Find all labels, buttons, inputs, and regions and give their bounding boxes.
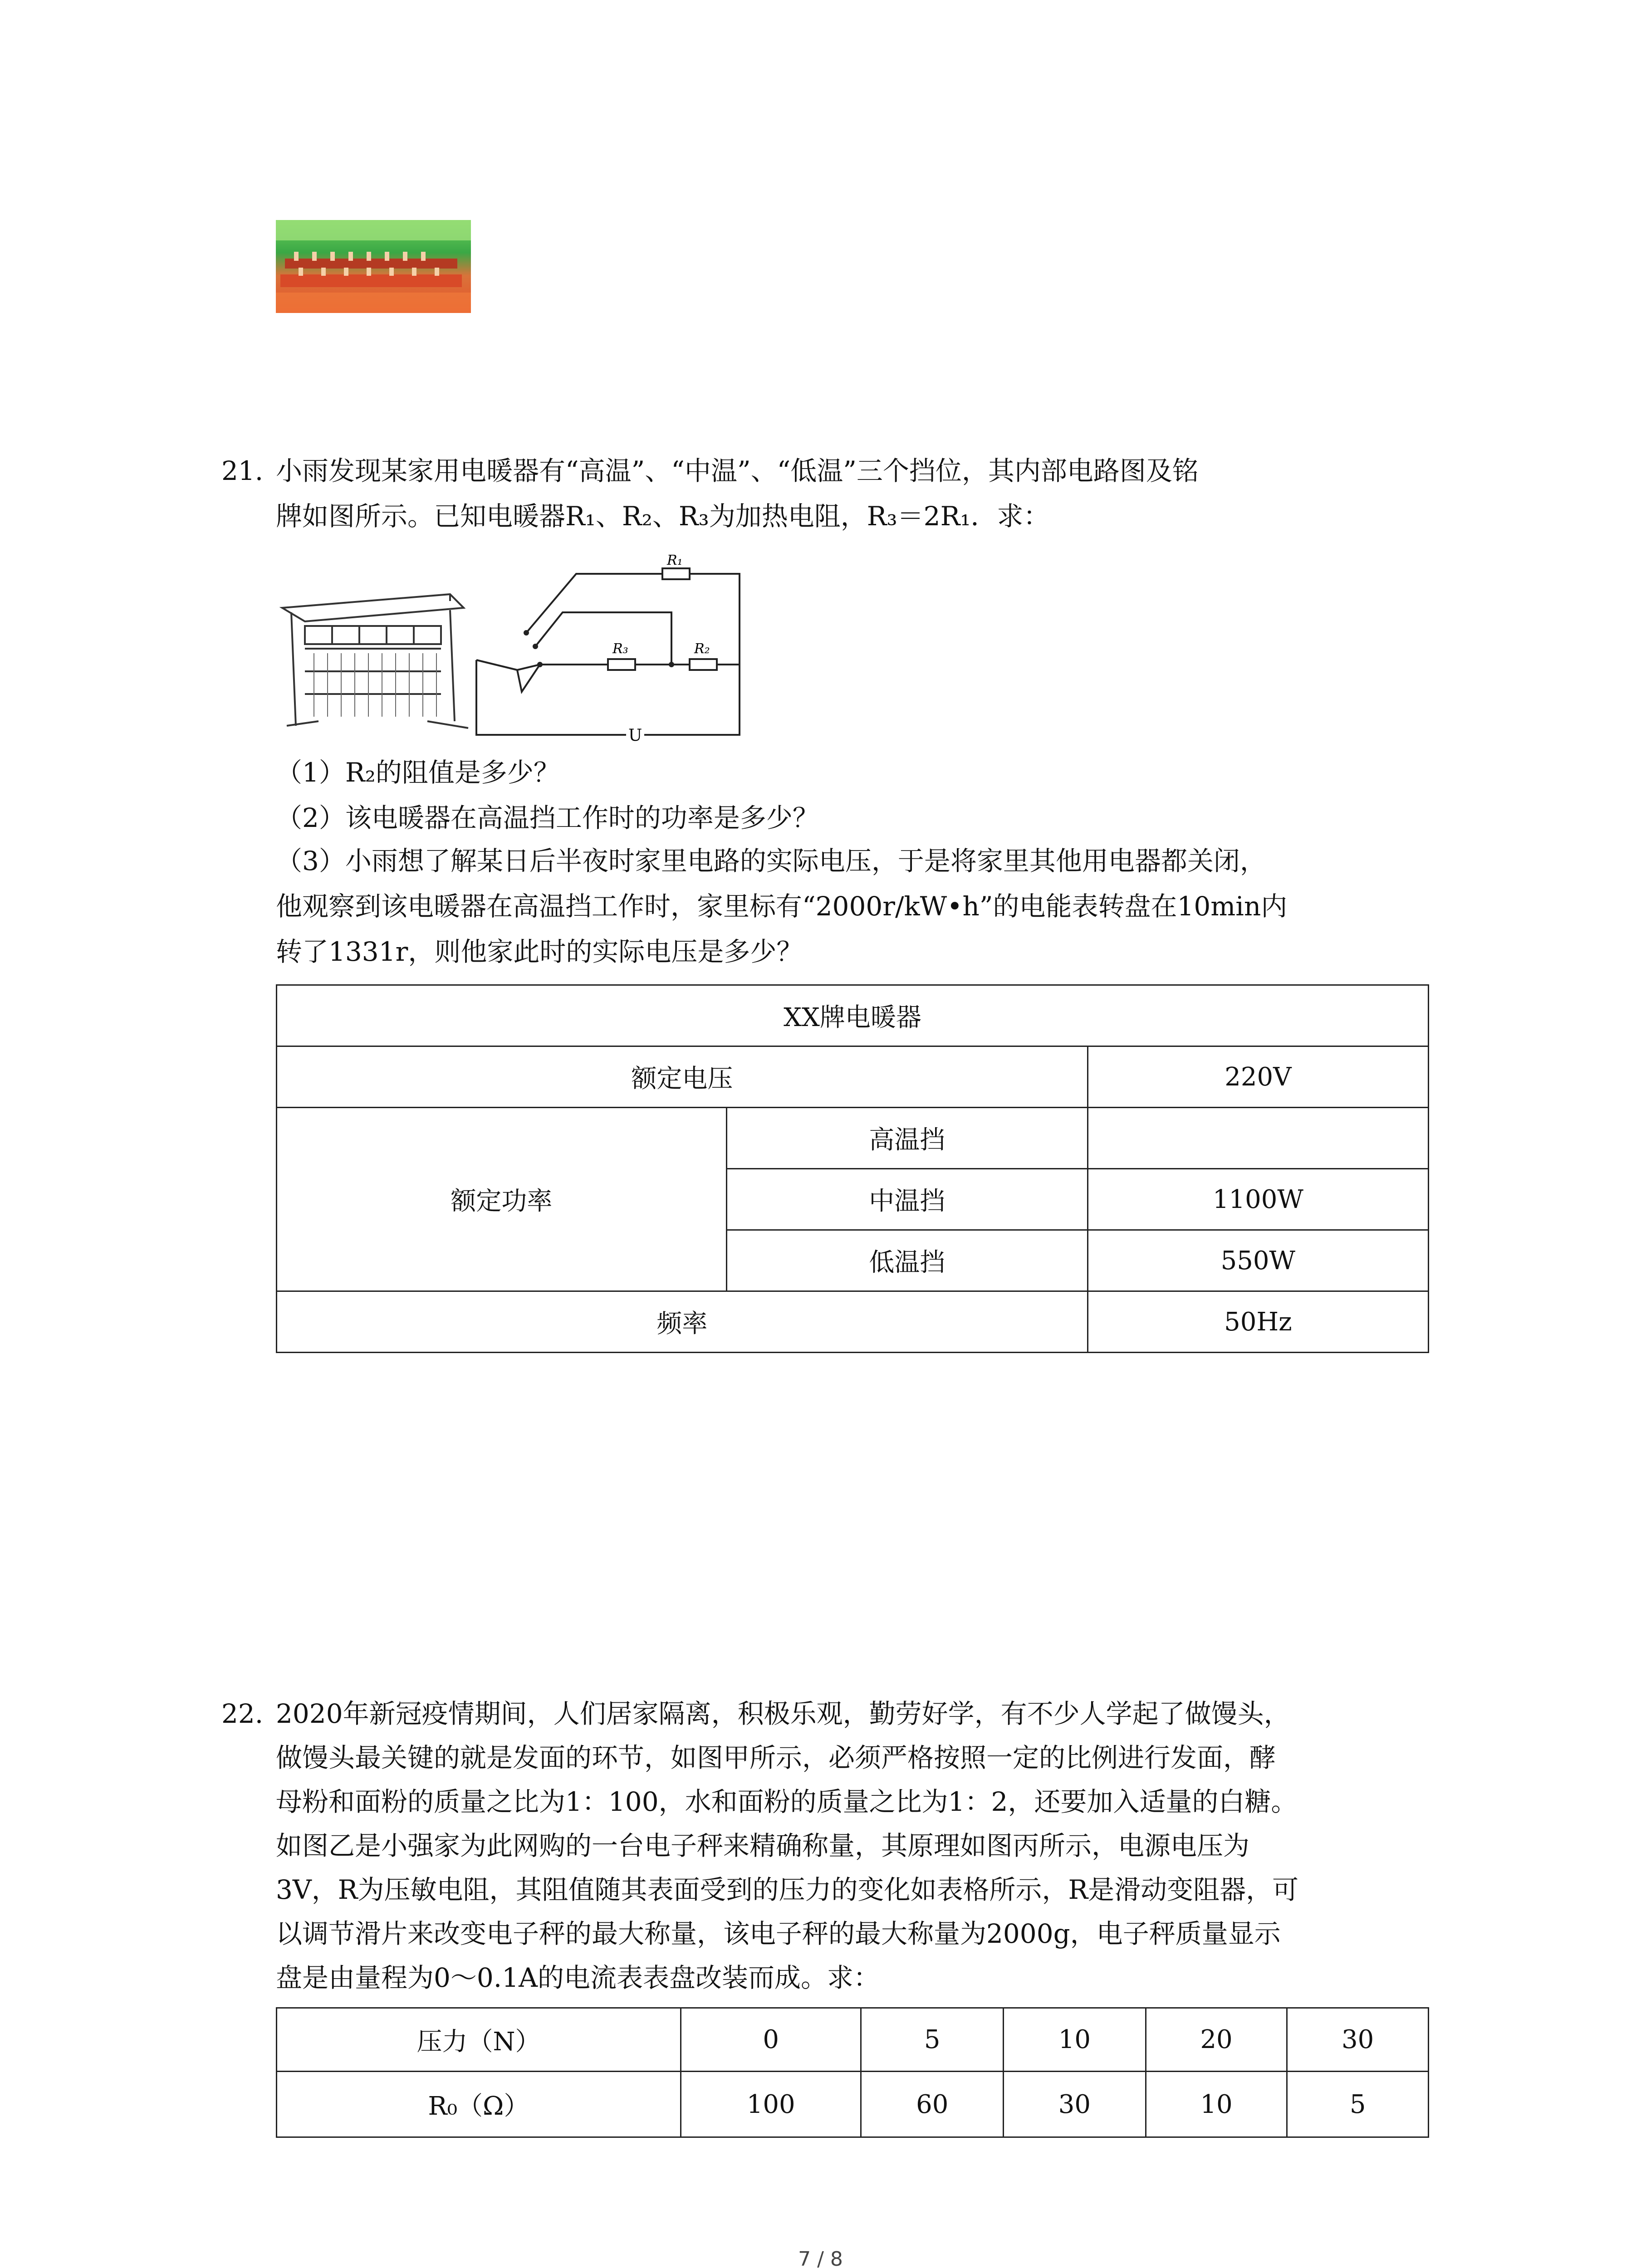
pressure-value: 10 [1004,2008,1146,2072]
high-gear-label: 高温挡 [726,1108,1087,1169]
resistance-value: 60 [861,2072,1004,2137]
heater-nameplate-table [276,984,1429,1353]
q22-line-5: 3V，R为压敏电阻，其阻值随其表面受到的压力的变化如表格所示，R是滑动变阻器，可 [276,1874,1299,1905]
page-number: 7 / 8 [798,2248,843,2268]
pressure-value: 30 [1287,2008,1429,2072]
q22-line-1: 2020年新冠疫情期间，人们居家隔离，积极乐观，勤劳好学，有不少人学起了做馒头， [276,1698,1290,1729]
resistance-value: 100 [681,2072,861,2137]
pressure-value: 0 [681,2008,861,2072]
q22-line-7: 盘是由量程为0～0.1A的电流表表盘改装而成。求： [276,1962,880,1993]
high-gear-value [1087,1108,1428,1169]
resistance-value: 5 [1287,2072,1429,2137]
frequency-value: 50Hz [1087,1291,1428,1353]
resistance-label: R₀（Ω） [277,2072,681,2137]
q22-line-3: 母粉和面粉的质量之比为1：100，水和面粉的质量之比为1：2，还要加入适量的白糖。 [276,1786,1298,1817]
pressure-label: 压力（N） [277,2008,681,2072]
q21-sub3-line3: 转了1331r，则他家此时的实际电压是多少？ [276,936,803,967]
mid-gear-label: 中温挡 [726,1169,1087,1230]
low-gear-label: 低温挡 [726,1230,1087,1291]
circuit-u-label: U [628,726,642,742]
frequency-label: 频率 [277,1291,1088,1353]
rated-power-label: 额定功率 [277,1108,727,1291]
q21-stem-line2: 牌如图所示。已知电暖器R₁、R₂、R₃为加热电阻，R₃＝2R₁．求： [276,501,1050,532]
heater-illustration [278,590,477,739]
resistance-value: 30 [1004,2072,1146,2137]
q21-sub1: （1）R₂的阻值是多少？ [276,757,560,788]
q21-sub2: （2）该电暖器在高温挡工作时的功率是多少？ [276,802,819,833]
q22-line-2: 做馒头最关键的就是发面的环节，如图甲所示，必须严格按照一定的比例进行发面，酵 [276,1742,1276,1773]
q21-sub3-line2: 他观察到该电暖器在高温挡工作时，家里标有“2000r/kW•h”的电能表转盘在10min内 [276,891,1288,922]
circuit-r1-label: R₁ [667,552,683,568]
heater-circuit-diagram [472,551,753,742]
q21-sub3-line1: （3）小雨想了解某日后半夜时家里电路的实际电压，于是将家里其他用电器都关闭， [276,846,1266,876]
pressure-value: 5 [861,2008,1004,2072]
q22-number: 22. [221,1698,264,1729]
mid-gear-value: 1100W [1087,1169,1428,1230]
pressure-value: 20 [1146,2008,1287,2072]
q21-number: 21. [221,455,264,486]
q22-line-4: 如图乙是小强家为此网购的一台电子秤来精确称量，其原理如图丙所示，电源电压为 [276,1830,1250,1861]
low-gear-value: 550W [1087,1230,1428,1291]
dragon-boat-photo [276,220,471,313]
nameplate-title: XX牌电暖器 [277,985,1429,1046]
circuit-r3-label: R₃ [612,641,628,657]
rated-voltage-value: 220V [1087,1046,1428,1108]
circuit-r2-label: R₂ [694,641,710,657]
q21-stem-line1: 小雨发现某家用电暖器有“高温”、“中温”、“低温”三个挡位，其内部电路图及铭 [276,455,1199,486]
pressure-resistance-table [276,2007,1429,2138]
q22-line-6: 以调节滑片来改变电子秤的最大称量，该电子秤的最大称量为2000g，电子秤质量显示 [276,1918,1281,1949]
resistance-value: 10 [1146,2072,1287,2137]
rated-voltage-label: 额定电压 [277,1046,1088,1108]
